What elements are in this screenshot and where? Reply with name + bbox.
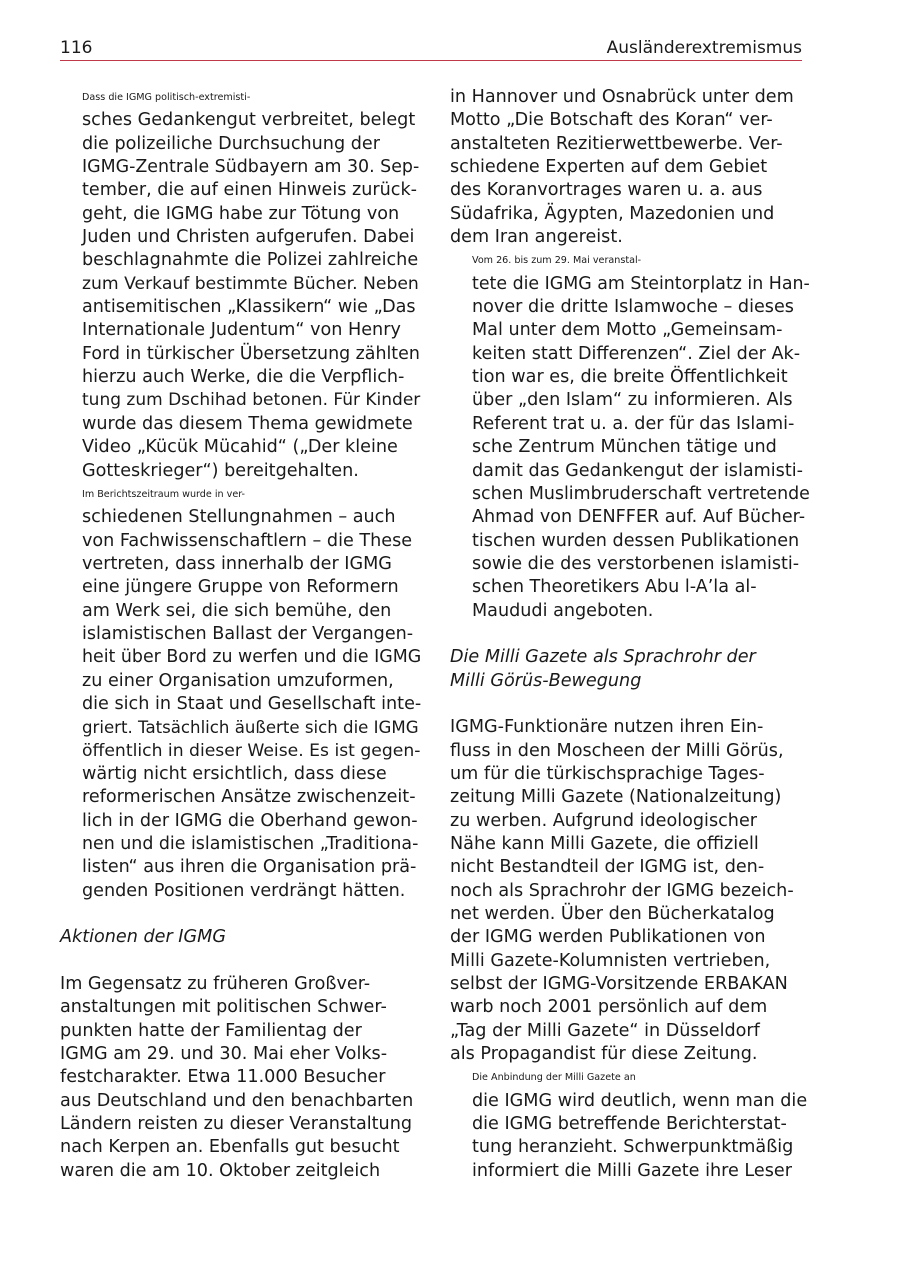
text-line: fluss in den Moscheen der Milli Görüs, [450, 740, 784, 761]
text-line: tischen wurden dessen Publikationen [472, 530, 800, 551]
text-line: tung zum Dschihad betonen. Für Kinder [82, 390, 421, 411]
text-line: Internationale Judentum“ von Henry [82, 320, 401, 341]
text-line: die IGMG wird deutlich, wenn man die [472, 1090, 808, 1111]
section-heading [60, 926, 420, 949]
text-line: öffentlich in dieser Weise. Es ist gegen- [82, 740, 421, 761]
text-line: um für die türkischsprachige Tages- [450, 763, 765, 784]
text-line: der IGMG werden Publikationen von [450, 927, 766, 948]
text-line: IGMG-Zentrale Südbayern am 30. Sep- [82, 157, 420, 178]
text-line: keiten statt Differenzen“. Ziel der Ak- [472, 343, 801, 364]
text-line: eine jüngere Gruppe von Reformern [82, 577, 399, 598]
heading-line: Aktionen der IGMG [60, 927, 226, 948]
text-line: Ahmad von DENFFER auf. Auf Bücher- [472, 507, 806, 528]
text-line: Nähe kann Milli Gazete, die offiziell [450, 834, 759, 854]
text-line: anstalteten Rezitierwettbewerbe. Ver- [450, 133, 783, 154]
text-line: in Hannover und Osnabrück unter dem [450, 87, 794, 107]
text-line: beschlagnahmte die Polizei zahlreiche [82, 250, 419, 271]
text-line: geht, die IGMG habe zur Tötung von [82, 203, 400, 224]
text-line: tung heranzieht. Schwerpunktmäßig [472, 1137, 794, 1158]
text-line: wurde das diesem Thema gewidmete [82, 413, 413, 434]
text-line: Im Gegensatz zu früheren Großver- [60, 974, 371, 995]
text-line: am Werk sei, die sich bemühe, den [82, 600, 392, 621]
paragraph [60, 86, 420, 483]
text-line: noch als Sprachrohr der IGMG bezeich- [450, 880, 794, 901]
text-line: Mal unter dem Motto „Gemeinsam- [472, 320, 783, 341]
text-line: Milli Görüs-Bewegung [450, 670, 642, 691]
paragraph [450, 249, 810, 623]
text-line: aus Deutschland und den benachbarten [60, 1090, 414, 1111]
text-line: des Koranvortrages waren u. a. aus [450, 180, 763, 201]
text-line: schen Muslimbruderschaft vertretende [472, 483, 810, 504]
text-line: genden Positionen verdrängt hätten. [82, 880, 406, 901]
text-line: informiert die Milli Gazete ihre Leser [472, 1160, 792, 1181]
text-line: warb noch 2001 persönlich auf dem [450, 997, 768, 1018]
text-line: sowie die des verstorbenen islamisti- [472, 553, 800, 574]
text-line: Die Anbindung der Milli Gazete an [472, 1072, 636, 1084]
text-line: zu werben. Aufgrund ideologischer [450, 810, 757, 831]
paragraph [450, 86, 810, 249]
text-line: Vom 26. bis zum 29. Mai veranstal- [472, 255, 642, 267]
text-line: heit über Bord zu werfen und die IGMG [82, 647, 422, 668]
text-line: damit das Gedankengut der islamisti- [472, 460, 803, 481]
text-line: Ländern reisten zu dieser Veranstaltung [60, 1114, 413, 1135]
text-line: „Tag der Milli Gazete“ in Düsseldorf [450, 1020, 760, 1041]
text-line: Motto „Die Botschaft des Koran“ ver- [450, 110, 773, 131]
text-line: Ford in türkischer Übersetzung zählten [82, 343, 420, 364]
paragraph [60, 483, 420, 903]
text-line: reformerischen Ansätze zwischenzeit- [82, 787, 416, 808]
text-line: listen“ aus ihren die Organisation prä- [82, 857, 417, 878]
right-column [450, 86, 810, 1183]
left-column [60, 86, 420, 1183]
text-line: über „den Islam“ zu informieren. Als [472, 390, 793, 411]
text-line: zum Verkauf bestimmte Bücher. Neben [82, 273, 419, 294]
paragraph [450, 1066, 810, 1183]
text-line: IGMG-Funktionäre nutzen ihren Ein- [450, 717, 764, 738]
text-line: Südafrika, Ägypten, Mazedonien und [450, 203, 775, 224]
text-line: Milli Gazete-Kolumnisten vertrieben, [450, 950, 771, 971]
page-number: 116 [60, 38, 93, 58]
text-line: punkten hatte der Familientag der [60, 1020, 362, 1041]
text-line: griert. Tatsächlich äußerte sich die IGMG [82, 718, 419, 738]
text-line: schiedenen Stellungnahmen – auch [82, 507, 396, 528]
text-line: zeitung Milli Gazete (Nationalzeitung) [450, 787, 782, 808]
text-line: Gotteskrieger“) bereitgehalten. [82, 460, 359, 481]
text-line: waren die am 10. Oktober zeitgleich [60, 1160, 381, 1181]
text-line: tember, die auf einen Hinweis zurück- [82, 180, 418, 201]
text-line: IGMG am 29. und 30. Mai eher Volks- [60, 1044, 388, 1065]
paragraph [60, 973, 420, 1183]
paragraph [450, 716, 810, 1066]
text-line: die polizeiliche Durchsuchung der [82, 133, 380, 154]
text-line: nicht Bestandteil der IGMG ist, den- [450, 857, 765, 878]
text-line: die sich in Staat und Gesellschaft inte- [82, 693, 422, 714]
text-line: net werden. Über den Bücherkatalog [450, 904, 775, 925]
text-line: sches Gedankengut verbreitet, belegt [82, 110, 416, 131]
text-line: schiedene Experten auf dem Gebiet [450, 157, 768, 178]
text-line: islamistischen Ballast der Vergangen- [82, 623, 414, 644]
text-line: selbst der IGMG-Vorsitzende ERBAKAN [450, 974, 788, 995]
text-line: tete die IGMG am Steintorplatz in Han- [472, 273, 810, 294]
text-line: dem Iran angereist. [450, 227, 623, 248]
text-line: die IGMG betreffende Berichterstat- [472, 1114, 787, 1135]
page-header [60, 38, 802, 61]
text-line: antisemitischen „Klassikern“ wie „Das [82, 297, 416, 318]
text-line: Dass die IGMG politisch-extremisti- [82, 92, 251, 103]
text-line: zu einer Organisation umzuformen, [82, 670, 394, 691]
text-line: als Propagandist für diese Zeitung. [450, 1044, 758, 1065]
text-line: vertreten, dass innerhalb der IGMG [82, 553, 392, 574]
text-line: nach Kerpen an. Ebenfalls gut besucht [60, 1137, 400, 1158]
text-line: festcharakter. Etwa 11.000 Besucher [60, 1067, 386, 1088]
text-line: wärtig nicht ersichtlich, dass diese [82, 763, 387, 784]
text-line: Maududi angeboten. [472, 600, 654, 621]
text-line: nen und die islamistischen „Traditiona- [82, 834, 419, 854]
text-line: Die Milli Gazete als Sprachrohr der [450, 647, 756, 668]
text-line: Im Berichtszeitraum wurde in ver- [82, 488, 246, 500]
text-line: tion war es, die breite Öffentlichkeit [472, 367, 788, 388]
text-line: nover die dritte Islamwoche – dieses [472, 297, 794, 318]
section-heading [450, 646, 810, 693]
text-line: Video „Kücük Mücahid“ („Der kleine [82, 437, 398, 458]
text-line: sche Zentrum München tätige und [472, 437, 777, 458]
text-line: von Fachwissenschaftlern – die These [82, 530, 413, 551]
text-line: lich in der IGMG die Oberhand gewon- [82, 810, 418, 831]
text-line: Referent trat u. a. der für das Islami- [472, 413, 795, 434]
text-line: anstaltungen mit politischen Schwer- [60, 997, 387, 1018]
text-line: hierzu auch Werke, die die Verpflich- [82, 367, 405, 388]
text-line: schen Theoretikers Abu l-A’la al- [472, 577, 757, 598]
text-line: Juden und Christen aufgerufen. Dabei [82, 227, 415, 248]
running-title: Ausländerextremismus [606, 38, 802, 58]
